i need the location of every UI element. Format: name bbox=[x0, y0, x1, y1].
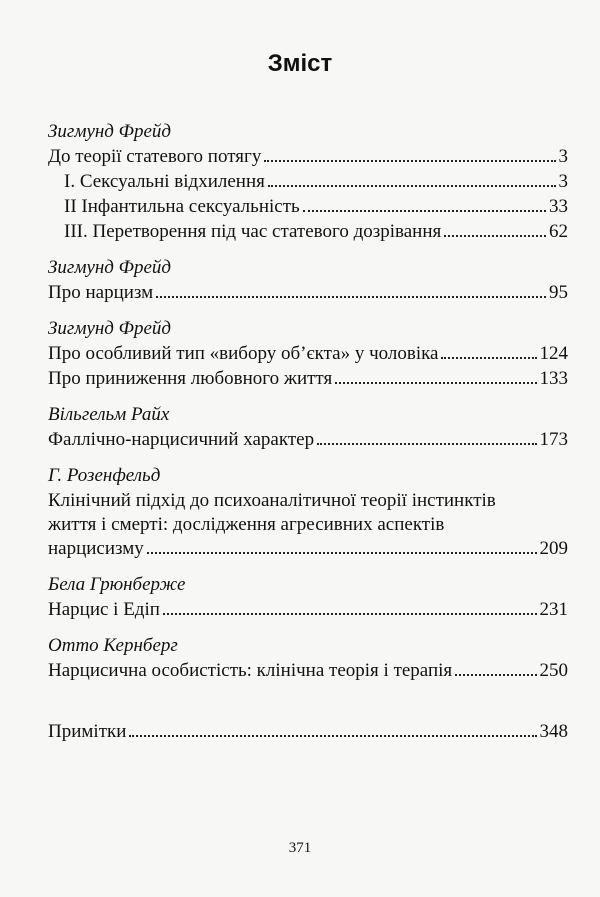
toc-entry bbox=[48, 367, 568, 391]
author-name: Зигмунд Фрейд bbox=[48, 318, 171, 339]
toc-section-freud-3 bbox=[48, 317, 568, 391]
entry-page-number: 209 bbox=[539, 538, 568, 559]
toc-section-rosenfeld bbox=[48, 464, 568, 561]
toc-entry bbox=[48, 720, 568, 744]
entry-title: Фаллічно-нарцисичний характер bbox=[48, 429, 315, 450]
toc-entry bbox=[48, 145, 568, 169]
page-number: 371 bbox=[288, 840, 312, 856]
dot-leader bbox=[147, 552, 537, 554]
toc-entry bbox=[48, 220, 568, 244]
entry-title: Нарцис і Едіп bbox=[48, 599, 160, 620]
entry-title: Нарцисична особистість: клінічна теорія і терапія bbox=[48, 660, 453, 681]
author-name: Отто Кернберг bbox=[48, 635, 178, 656]
entry-title-line: життя і смерті: дослідження агресивних аспектів bbox=[48, 514, 445, 535]
entry-title: Про приниження любовного життя bbox=[48, 368, 333, 389]
toc-entry bbox=[48, 537, 568, 561]
toc-entry bbox=[48, 342, 568, 366]
entry-title-multiline bbox=[48, 489, 568, 537]
entry-page-number: 133 bbox=[539, 368, 568, 389]
entry-page-number: 95 bbox=[549, 282, 568, 303]
author-name: Г. Розенфельд bbox=[48, 465, 161, 486]
dot-leader bbox=[268, 185, 556, 187]
dot-leader bbox=[303, 210, 546, 212]
author-name: Зигмунд Фрейд bbox=[48, 257, 171, 278]
toc-section-reich bbox=[48, 403, 568, 452]
table-of-contents bbox=[48, 120, 568, 756]
dot-leader bbox=[455, 674, 536, 676]
dot-leader bbox=[441, 357, 536, 359]
toc-entry bbox=[48, 428, 568, 452]
toc-section-grunberger bbox=[48, 573, 568, 622]
dot-leader bbox=[129, 735, 536, 737]
author-name bbox=[48, 695, 568, 719]
entry-page-number: 62 bbox=[549, 221, 568, 242]
toc-section-notes bbox=[48, 695, 568, 744]
entry-title: II Інфантильна сексуальність bbox=[64, 196, 300, 217]
dot-leader bbox=[163, 613, 537, 615]
entry-page-number: 173 bbox=[539, 429, 568, 450]
dot-leader bbox=[156, 296, 546, 298]
entry-title: До теорії статевого потягу bbox=[48, 146, 262, 167]
entry-page-number: 124 bbox=[539, 343, 568, 364]
entry-title: I. Сексуальні відхилення bbox=[64, 171, 265, 192]
toc-entry bbox=[48, 195, 568, 219]
toc-entry bbox=[48, 598, 568, 622]
toc-entry bbox=[48, 170, 568, 194]
entry-title: Про нарцизм bbox=[48, 282, 154, 303]
entry-page-number: 348 bbox=[539, 721, 568, 742]
author-name: Вільгельм Райх bbox=[48, 404, 170, 425]
page-title: Зміст bbox=[267, 50, 333, 77]
toc-entry bbox=[48, 659, 568, 683]
author-name: Бела Грюнберже bbox=[48, 574, 186, 595]
toc-section-freud-1 bbox=[48, 120, 568, 244]
dot-leader bbox=[444, 235, 546, 237]
entry-title: нарцисизму bbox=[48, 538, 144, 559]
dot-leader bbox=[264, 160, 555, 162]
entry-page-number: 250 bbox=[539, 660, 568, 681]
toc-entry bbox=[48, 281, 568, 305]
entry-title-line: Клінічний підхід до психоаналітичної теорії інстинктів bbox=[48, 490, 496, 511]
toc-section-kernberg bbox=[48, 634, 568, 683]
entry-title: Примітки bbox=[48, 721, 127, 742]
entry-title: Про особливий тип «вибору об’єкта» у чоловіка bbox=[48, 343, 439, 364]
dot-leader bbox=[335, 382, 536, 384]
toc-section-freud-2 bbox=[48, 256, 568, 305]
entry-page-number: 3 bbox=[558, 171, 568, 192]
entry-page-number: 3 bbox=[558, 146, 568, 167]
entry-page-number: 33 bbox=[549, 196, 568, 217]
dot-leader bbox=[317, 443, 536, 445]
author-name: Зигмунд Фрейд bbox=[48, 121, 171, 142]
entry-page-number: 231 bbox=[539, 599, 568, 620]
entry-title: III. Перетворення під час статевого дозрівання bbox=[64, 221, 442, 242]
